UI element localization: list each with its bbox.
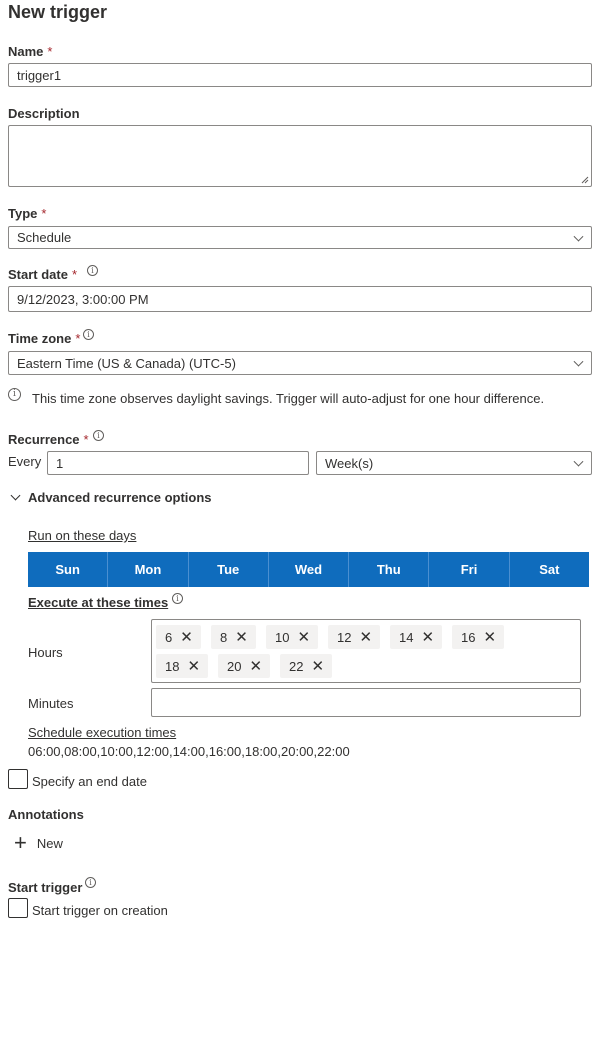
time-zone-note-info-icon: i (8, 388, 21, 401)
day-sun[interactable]: Sun (28, 552, 108, 587)
remove-icon[interactable]: ✕ (311, 657, 325, 675)
hour-chip (390, 625, 442, 649)
type-label (8, 206, 46, 221)
remove-icon[interactable]: ✕ (187, 657, 201, 675)
day-mon[interactable]: Mon (108, 552, 188, 587)
advanced-recurrence-label: Advanced recurrence options (28, 490, 212, 505)
recurrence-label-text: Recurrence (8, 432, 80, 447)
remove-icon[interactable]: ✕ (235, 628, 248, 646)
chevron-down-icon (574, 357, 584, 367)
end-date-label: Specify an end date (32, 774, 147, 789)
description-label: Description (8, 106, 80, 121)
day-tue[interactable]: Tue (189, 552, 269, 587)
recurrence-unit-value: Week(s) (325, 455, 374, 471)
remove-icon[interactable]: ✕ (297, 628, 311, 646)
schedule-execution-times-value: 06:00,08:00,10:00,12:00,14:00,16:00,18:00,20:00,22:00 (28, 744, 350, 759)
recurrence-required-mark: * (83, 432, 89, 447)
start-trigger-checkbox-label: Start trigger on creation (32, 903, 168, 918)
end-date-checkbox[interactable] (8, 769, 28, 789)
hour-chip (218, 654, 270, 678)
chevron-down-icon (11, 491, 21, 501)
description-textarea[interactable] (8, 125, 592, 187)
hour-chip (156, 625, 201, 649)
start-trigger-checkbox[interactable] (8, 898, 28, 918)
type-required-mark: * (41, 206, 47, 221)
recurrence-interval-box[interactable] (47, 451, 309, 475)
hour-chip-value: 16 (461, 629, 476, 645)
time-zone-value: Eastern Time (US & Canada) (UTC-5) (17, 355, 236, 371)
time-zone-dropdown[interactable] (8, 351, 592, 375)
every-label: Every (8, 454, 42, 469)
hour-chip (156, 654, 208, 678)
recurrence-info-icon[interactable]: i (93, 430, 104, 441)
hour-chip-value: 18 (165, 658, 180, 674)
hour-chip (266, 625, 318, 649)
advanced-recurrence-toggle[interactable] (8, 490, 212, 505)
chevron-down-icon (574, 457, 584, 467)
new-annotation-button[interactable] (14, 830, 63, 855)
time-zone-label-text: Time zone (8, 331, 72, 346)
hour-chip-value: 10 (275, 629, 290, 645)
day-thu[interactable]: Thu (349, 552, 429, 587)
hour-chip-value: 12 (337, 629, 352, 645)
hour-chip-value: 6 (165, 629, 173, 645)
start-date-label-text: Start date (8, 267, 68, 282)
minutes-label: Minutes (28, 696, 74, 711)
start-date-info-icon[interactable]: i (87, 265, 98, 276)
recurrence-label (8, 432, 89, 447)
start-date-label (8, 267, 77, 282)
minutes-input-box[interactable] (151, 688, 581, 717)
start-trigger-label: Start trigger (8, 880, 83, 895)
run-on-days-link[interactable]: Run on these days (28, 528, 137, 543)
hour-chip (452, 625, 504, 649)
time-zone-required-mark: * (75, 331, 81, 346)
hour-chip-value: 20 (227, 658, 242, 674)
name-label (8, 44, 52, 59)
hour-chip-value: 14 (399, 629, 414, 645)
time-zone-label (8, 331, 80, 346)
name-label-text: Name (8, 44, 44, 59)
execute-times-info-icon[interactable]: i (172, 593, 183, 604)
page-title: New trigger (8, 2, 108, 22)
name-input[interactable] (17, 68, 583, 83)
hour-chip-value: 8 (220, 629, 228, 645)
hours-label: Hours (28, 645, 63, 660)
time-zone-note: This time zone observes daylight savings. Trigger will auto-adjust for one hour difference. (32, 391, 545, 406)
minutes-input[interactable] (160, 695, 572, 710)
name-input-box[interactable] (8, 63, 592, 87)
hour-chip (211, 625, 256, 649)
plus-icon: + (14, 830, 27, 855)
remove-icon[interactable]: ✕ (359, 628, 373, 646)
start-date-required-mark: * (71, 267, 78, 282)
type-label-text: Type (8, 206, 38, 221)
new-annotation-label: New (36, 835, 63, 851)
start-date-picker[interactable] (8, 286, 592, 312)
remove-icon[interactable]: ✕ (249, 657, 263, 675)
type-dropdown[interactable] (8, 226, 592, 249)
schedule-execution-times-link[interactable]: Schedule execution times (28, 725, 177, 740)
day-wed[interactable]: Wed (269, 552, 349, 587)
recurrence-interval-input[interactable] (56, 456, 300, 471)
remove-icon[interactable]: ✕ (180, 628, 193, 646)
start-date-value: 9/12/2023, 3:00:00 PM (17, 291, 149, 307)
hour-chip-value: 22 (289, 658, 304, 674)
annotations-label: Annotations (8, 807, 84, 822)
hours-picker[interactable] (151, 619, 581, 683)
execute-times-link[interactable]: Execute at these times (28, 595, 169, 610)
days-selector (28, 552, 589, 587)
remove-icon[interactable]: ✕ (483, 628, 497, 646)
hour-chip (328, 625, 380, 649)
chevron-down-icon (574, 231, 584, 241)
recurrence-unit-dropdown[interactable] (316, 451, 592, 475)
resize-handle-icon[interactable] (581, 176, 589, 184)
time-zone-info-icon[interactable]: i (83, 329, 94, 340)
hour-chip (280, 654, 332, 678)
remove-icon[interactable]: ✕ (421, 628, 435, 646)
day-sat[interactable]: Sat (539, 562, 560, 577)
name-required-mark: * (47, 44, 53, 59)
type-value: Schedule (17, 230, 72, 245)
day-fri[interactable]: Fri (429, 552, 509, 587)
start-trigger-info-icon[interactable]: i (85, 877, 96, 888)
